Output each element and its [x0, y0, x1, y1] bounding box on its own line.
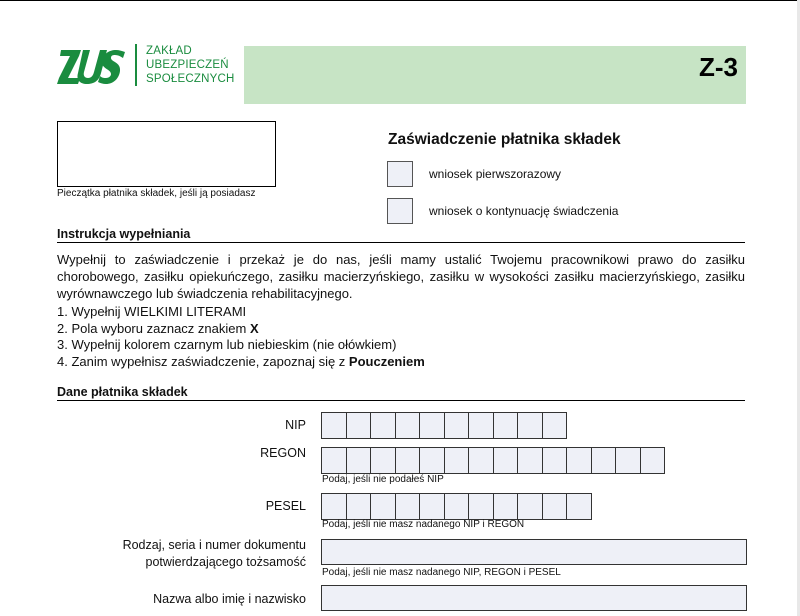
- digit-cell[interactable]: [542, 447, 567, 474]
- form-code: Z-3: [699, 52, 738, 82]
- nip-label: NIP: [285, 418, 306, 432]
- digit-cell[interactable]: [346, 412, 371, 439]
- digit-cell[interactable]: [444, 412, 469, 439]
- digit-cell[interactable]: [542, 412, 568, 439]
- stamp-caption: Pieczątka płatnika składek, jeśli ją posiadasz: [57, 188, 256, 199]
- payer-heading: Dane płatnika składek: [57, 385, 745, 401]
- digit-cell[interactable]: [615, 447, 640, 474]
- document-hint: Podaj, jeśli nie masz nadanego NIP, REGON i PESEL: [322, 567, 561, 578]
- step-emphasis: X: [249, 320, 259, 336]
- pesel-label: PESEL: [265, 499, 306, 513]
- digit-cell[interactable]: [444, 493, 469, 520]
- instructions-heading: Instrukcja wypełniania: [57, 227, 745, 243]
- digit-cell[interactable]: [370, 447, 395, 474]
- digit-cell[interactable]: [493, 447, 518, 474]
- digit-cell[interactable]: [517, 412, 542, 439]
- digit-cell[interactable]: [370, 493, 395, 520]
- digit-cell[interactable]: [419, 447, 444, 474]
- identity-document-field[interactable]: [321, 539, 747, 565]
- regon-label: REGON: [260, 446, 306, 460]
- step-text: 2. Pola wyboru zaznacz znakiem: [57, 320, 250, 336]
- instructions-steps: [57, 304, 745, 370]
- instructions-intro: Wypełnij to zaświadczenie i przekaż je do nas, jeśli mamy ustalić Twojemu pracownikowi prawo do zasiłku chorobowego, zasiłku opiekuńczego, zasiłku macierzyńskiego, zasiłku w wysokości zasiłku macierzyńskiego, zasiłku wyrównawczego lub świadczenia rehabilitacyjnego.: [57, 252, 745, 301]
- digit-cell[interactable]: [542, 493, 567, 520]
- digit-cell[interactable]: [468, 412, 493, 439]
- digit-cell[interactable]: [493, 412, 518, 439]
- digit-cell[interactable]: [468, 447, 493, 474]
- digit-cell[interactable]: [468, 493, 493, 520]
- digit-cell[interactable]: [395, 447, 420, 474]
- step-item: [57, 321, 745, 338]
- digit-cell[interactable]: [566, 447, 591, 474]
- step-item: [57, 354, 745, 371]
- step-text: 4. Zanim wypełnisz zaświadczenie, zapoznaj się z: [57, 353, 349, 369]
- digit-cell[interactable]: [346, 493, 371, 520]
- digit-cell[interactable]: [419, 412, 444, 439]
- name-label: Nazwa albo imię i nazwisko: [153, 592, 306, 606]
- first-application-label: wniosek pierwszorazowy: [429, 167, 562, 181]
- step-text: 3. Wypełnij kolorem czarnym lub niebieskim (nie ołówkiem): [57, 337, 397, 352]
- logo-line: SPOŁECZNYCH: [146, 73, 235, 85]
- digit-cell[interactable]: [395, 493, 420, 520]
- document-title: Zaświadczenie płatnika składek: [388, 131, 621, 148]
- step-item: [57, 304, 745, 321]
- regon-hint: Podaj, jeśli nie podałeś NIP: [322, 474, 444, 485]
- pesel-hint: Podaj, jeśli nie masz nadanego NIP i REGON: [322, 519, 525, 530]
- first-application-checkbox[interactable]: [387, 161, 413, 187]
- digit-cell[interactable]: [493, 493, 518, 520]
- top-border: [0, 0, 800, 1]
- step-emphasis: Pouczeniem: [348, 353, 425, 369]
- document-label-line: potwierdzającego tożsamość: [145, 555, 306, 569]
- digit-cell[interactable]: [370, 412, 395, 439]
- step-item: [57, 337, 745, 354]
- digit-cell[interactable]: [640, 447, 666, 474]
- name-field[interactable]: [321, 585, 747, 611]
- digit-cell[interactable]: [395, 412, 420, 439]
- digit-cell[interactable]: [517, 447, 542, 474]
- stamp-box[interactable]: [57, 121, 276, 187]
- logo-divider: [135, 44, 137, 86]
- continuation-label: wniosek o kontynuację świadczenia: [429, 204, 619, 218]
- document-label: [80, 537, 306, 571]
- zus-logo-icon: [57, 44, 127, 88]
- logo-line: UBEZPIECZEŃ: [146, 59, 229, 71]
- digit-cell[interactable]: [419, 493, 444, 520]
- digit-cell[interactable]: [321, 447, 346, 474]
- logo-wordmark: [146, 44, 234, 86]
- digit-cell[interactable]: [444, 447, 469, 474]
- nip-field[interactable]: [321, 412, 567, 439]
- digit-cell[interactable]: [566, 493, 592, 520]
- pesel-field[interactable]: [321, 493, 592, 520]
- digit-cell[interactable]: [517, 493, 542, 520]
- digit-cell[interactable]: [591, 447, 616, 474]
- digit-cell[interactable]: [321, 412, 346, 439]
- continuation-checkbox[interactable]: [387, 198, 413, 224]
- digit-cell[interactable]: [321, 493, 346, 520]
- digit-cell[interactable]: [346, 447, 371, 474]
- document-label-line: Rodzaj, seria i numer dokumentu: [122, 538, 306, 552]
- step-text: 1. Wypełnij WIELKIMI LITERAMI: [57, 304, 247, 319]
- header-band: [244, 46, 746, 104]
- logo-line: ZAKŁAD: [146, 45, 192, 57]
- regon-field[interactable]: [321, 447, 665, 474]
